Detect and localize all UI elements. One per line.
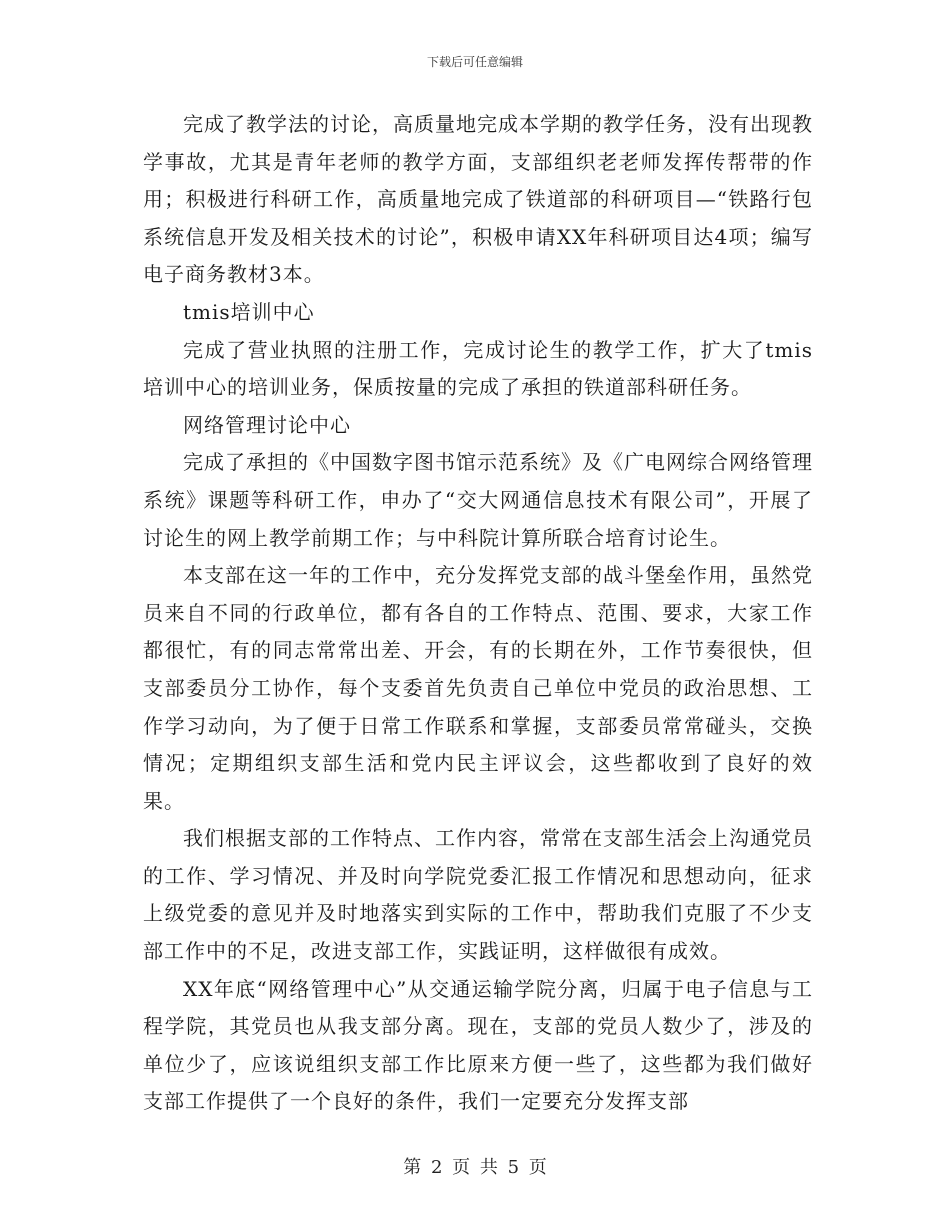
paragraph: 完成了教学法的讨论，高质量地完成本学期的教学任务，没有出现教学事故，尤其是青年老师的教学方面，支部组织老老师发挥传帮带的作用；积极进行科研工作，高质量地完成了铁道部的科研项目—“铁路行包系统信息开发及相关技术的讨论”，积极申请XX年科研项目达4项；编写电子商务教材3本。 — [143, 112, 813, 287]
footer-total-label: 共 — [479, 1157, 498, 1178]
footer-current-page: 2 — [430, 1157, 443, 1178]
section-heading: tmis培训中心 — [183, 299, 315, 324]
document-body — [143, 106, 813, 1121]
footer-total-pages: 5 — [507, 1157, 520, 1178]
paragraph: 本支部在这一年的工作中，充分发挥党支部的战斗堡垒作用，虽然党员来自不同的行政单位，都有各自的工作特点、范围、要求，大家工作都很忙，有的同志常常出差、开会，有的长期在外，工作节奏很快，但支部委员分工协作，每个支委首先负责自己单位中党员的政治思想、工作学习动向，为了便于日常工作联系和掌握，支部委员常常碰头，交换情况；定期组织支部生活和党内民主评议会，这些都收到了良好的效果。 — [143, 563, 813, 813]
paragraph: 完成了营业执照的注册工作，完成讨论生的教学工作，扩大了tmis培训中心的培训业务，保质按量的完成了承担的铁道部科研任务。 — [143, 337, 813, 400]
footer-page-label: 页 — [452, 1157, 471, 1178]
footer-prefix: 第 — [403, 1157, 422, 1178]
page-header: 下载后可任意编辑 — [426, 55, 523, 69]
paragraph: 完成了承担的《中国数字图书馆示范系统》及《广电网综合网络管理系统》课题等科研工作，申办了“交大网通信息技术有限公司”，开展了讨论生的网上教学前期工作；与中科院计算所联合培育讨论生。 — [143, 450, 813, 550]
paragraph: XX年底“网络管理中心”从交通运输学院分离，归属于电子信息与工程学院，其党员也从我支部分离。现在，支部的党员人数少了，涉及的单位少了，应该说组织支部工作比原来方便一些了，这些都为我们做好支部工作提供了一个良好的条件，我们一定要充分发挥支部 — [143, 976, 813, 1114]
page-footer — [0, 1153, 950, 1179]
section-heading: 网络管理讨论中心 — [183, 412, 351, 437]
footer-suffix: 页 — [528, 1157, 547, 1178]
paragraph: 我们根据支部的工作特点、工作内容，常常在支部生活会上沟通党员的工作、学习情况、并及时向学院党委汇报工作情况和思想动向，征求上级党委的意见并及时地落实到实际的工作中，帮助我们克服了不少支部工作中的不足，改进支部工作，实践证明，这样做很有成效。 — [143, 826, 813, 964]
